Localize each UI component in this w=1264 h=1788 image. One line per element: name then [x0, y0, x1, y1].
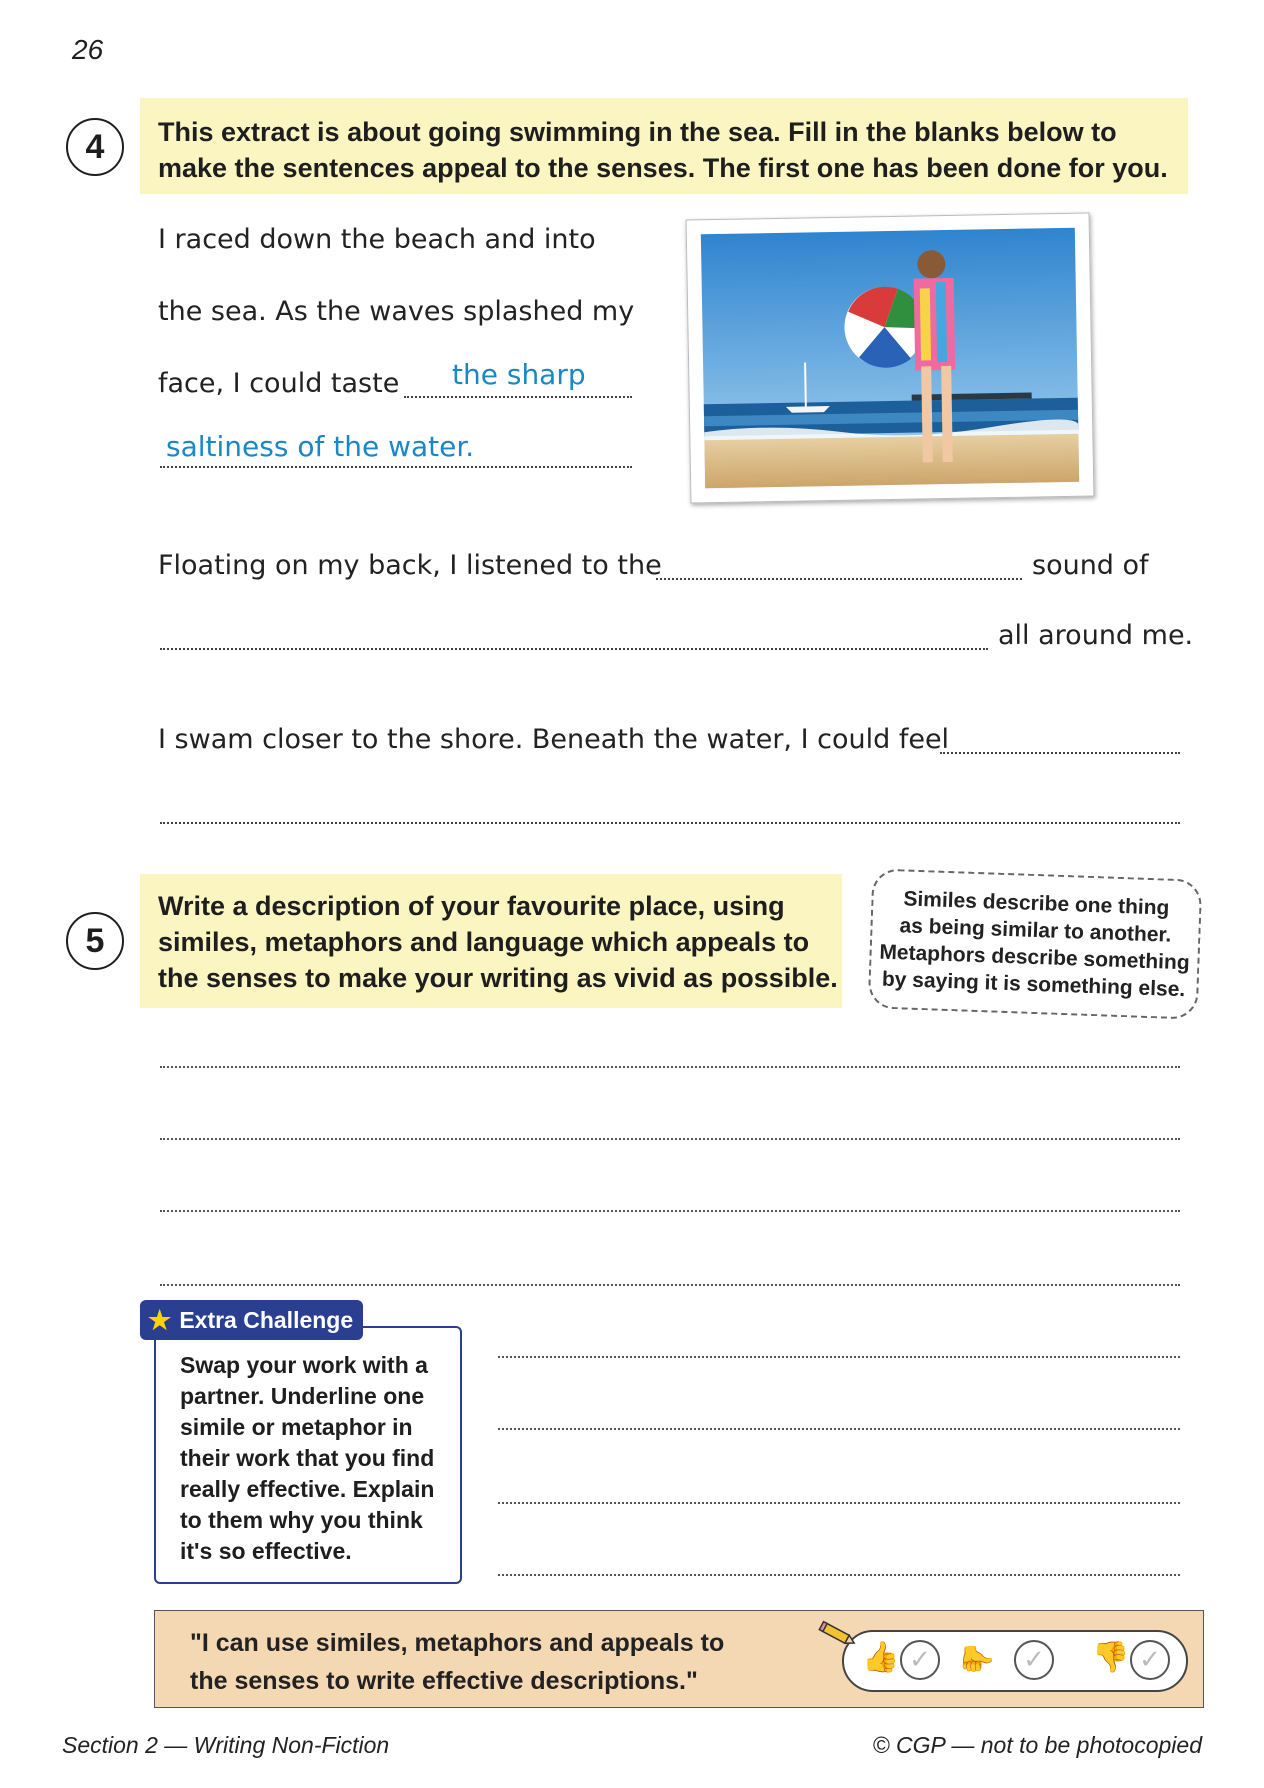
writing-line-8[interactable] — [498, 1574, 1180, 1576]
answer-blank-2[interactable] — [656, 578, 1022, 580]
challenge-line-2: partner. Underline one — [180, 1383, 425, 1409]
q4-line-5-suffix: all around me. — [998, 620, 1194, 651]
footer-copyright: © CGP — not to be photocopied — [872, 1732, 1202, 1758]
extra-challenge-box — [154, 1326, 462, 1584]
rating-circle-poor[interactable]: ✓ — [1130, 1640, 1170, 1680]
answer-blank-1b[interactable] — [160, 466, 632, 468]
q4-line-4-prefix: Floating on my back, I listened to the — [158, 550, 662, 581]
writing-line-6[interactable] — [498, 1428, 1180, 1430]
question-number-5: 5 — [66, 912, 124, 970]
writing-line-3[interactable] — [160, 1210, 1180, 1212]
q4-line-3-prefix: face, I could taste — [158, 368, 400, 399]
rating-circle-ok[interactable]: ✓ — [1014, 1640, 1054, 1680]
extra-challenge-title: Extra Challenge — [179, 1306, 354, 1333]
q4-instruction — [140, 98, 1188, 194]
handwritten-answer-1a: the sharp — [452, 358, 586, 391]
q4-line-4-suffix: sound of — [1032, 550, 1149, 581]
q4-text-line-3 — [158, 364, 399, 404]
challenge-line-1: Swap your work with a — [180, 1352, 428, 1378]
writing-line-7[interactable] — [498, 1502, 1180, 1504]
extra-challenge-tab — [140, 1300, 363, 1340]
q4-instruction-line-2: make the sentences appeal to the senses. The first one has been done for you. — [158, 153, 1168, 183]
q4-line-6-prefix: I swam closer to the shore. Beneath the water, I could feel — [158, 724, 950, 755]
writing-line-4[interactable] — [160, 1284, 1180, 1286]
challenge-line-6: to them why you think — [180, 1507, 423, 1533]
q5-instruction — [140, 874, 842, 1008]
q4-text-line-2: the sea. As the waves splashed my — [158, 296, 635, 327]
page-number: 26 — [72, 34, 104, 65]
q5-instruction-line-3: the senses to make your writing as vivid as possible. — [158, 963, 838, 993]
simile-metaphor-tip — [868, 868, 1203, 1019]
goal-line-1: "I can use similes, metaphors and appeals to — [190, 1629, 725, 1657]
q4-text-line-4 — [158, 546, 662, 586]
challenge-line-5: really effective. Explain — [180, 1476, 435, 1502]
learning-goal-text — [190, 1624, 724, 1700]
challenge-line-4: their work that you find — [180, 1445, 435, 1471]
goal-line-2: the senses to write effective descriptions." — [190, 1667, 698, 1695]
beach-photo — [686, 212, 1095, 503]
handwritten-answer-1b: saltiness of the water. — [166, 430, 475, 463]
tip-line-1: Similes describe one thing — [903, 887, 1170, 920]
q4-text-line-6 — [158, 720, 949, 760]
answer-blank-4b[interactable] — [160, 822, 1180, 824]
writing-line-5[interactable] — [498, 1356, 1180, 1358]
challenge-line-7: it's so effective. — [180, 1538, 352, 1564]
writing-line-1[interactable] — [160, 1066, 1180, 1068]
q4-text-line-1: I raced down the beach and into — [158, 224, 596, 255]
answer-blank-3[interactable] — [160, 648, 988, 650]
rating-circle-good[interactable]: ✓ — [900, 1640, 940, 1680]
challenge-line-3: simile or metaphor in — [180, 1414, 413, 1440]
star-icon: ★ — [148, 1304, 172, 1335]
thumbs-down-icon: 👎 — [1092, 1640, 1130, 1675]
tip-line-3: Metaphors describe something — [879, 940, 1191, 975]
tip-line-4: by saying it is something else. — [881, 967, 1186, 1002]
thumbs-up-icon: 👍 — [862, 1640, 900, 1675]
q4-instruction-line-1: This extract is about going swimming in the sea. Fill in the blanks below to — [158, 117, 1117, 147]
q5-instruction-line-2: similes, metaphors and language which appeals to — [158, 927, 810, 957]
answer-blank-1a[interactable] — [404, 396, 632, 398]
tip-line-2: as being similar to another. — [899, 914, 1172, 947]
pencil-icon — [818, 1618, 858, 1652]
question-number-4: 4 — [66, 118, 124, 176]
writing-line-2[interactable] — [160, 1138, 1180, 1140]
answer-blank-4a[interactable] — [940, 752, 1180, 754]
footer-section: Section 2 — Writing Non-Fiction — [62, 1732, 390, 1758]
thumbs-sideways-icon: 👍 — [960, 1641, 994, 1676]
q5-instruction-line-1: Write a description of your favourite place, using — [158, 891, 785, 921]
